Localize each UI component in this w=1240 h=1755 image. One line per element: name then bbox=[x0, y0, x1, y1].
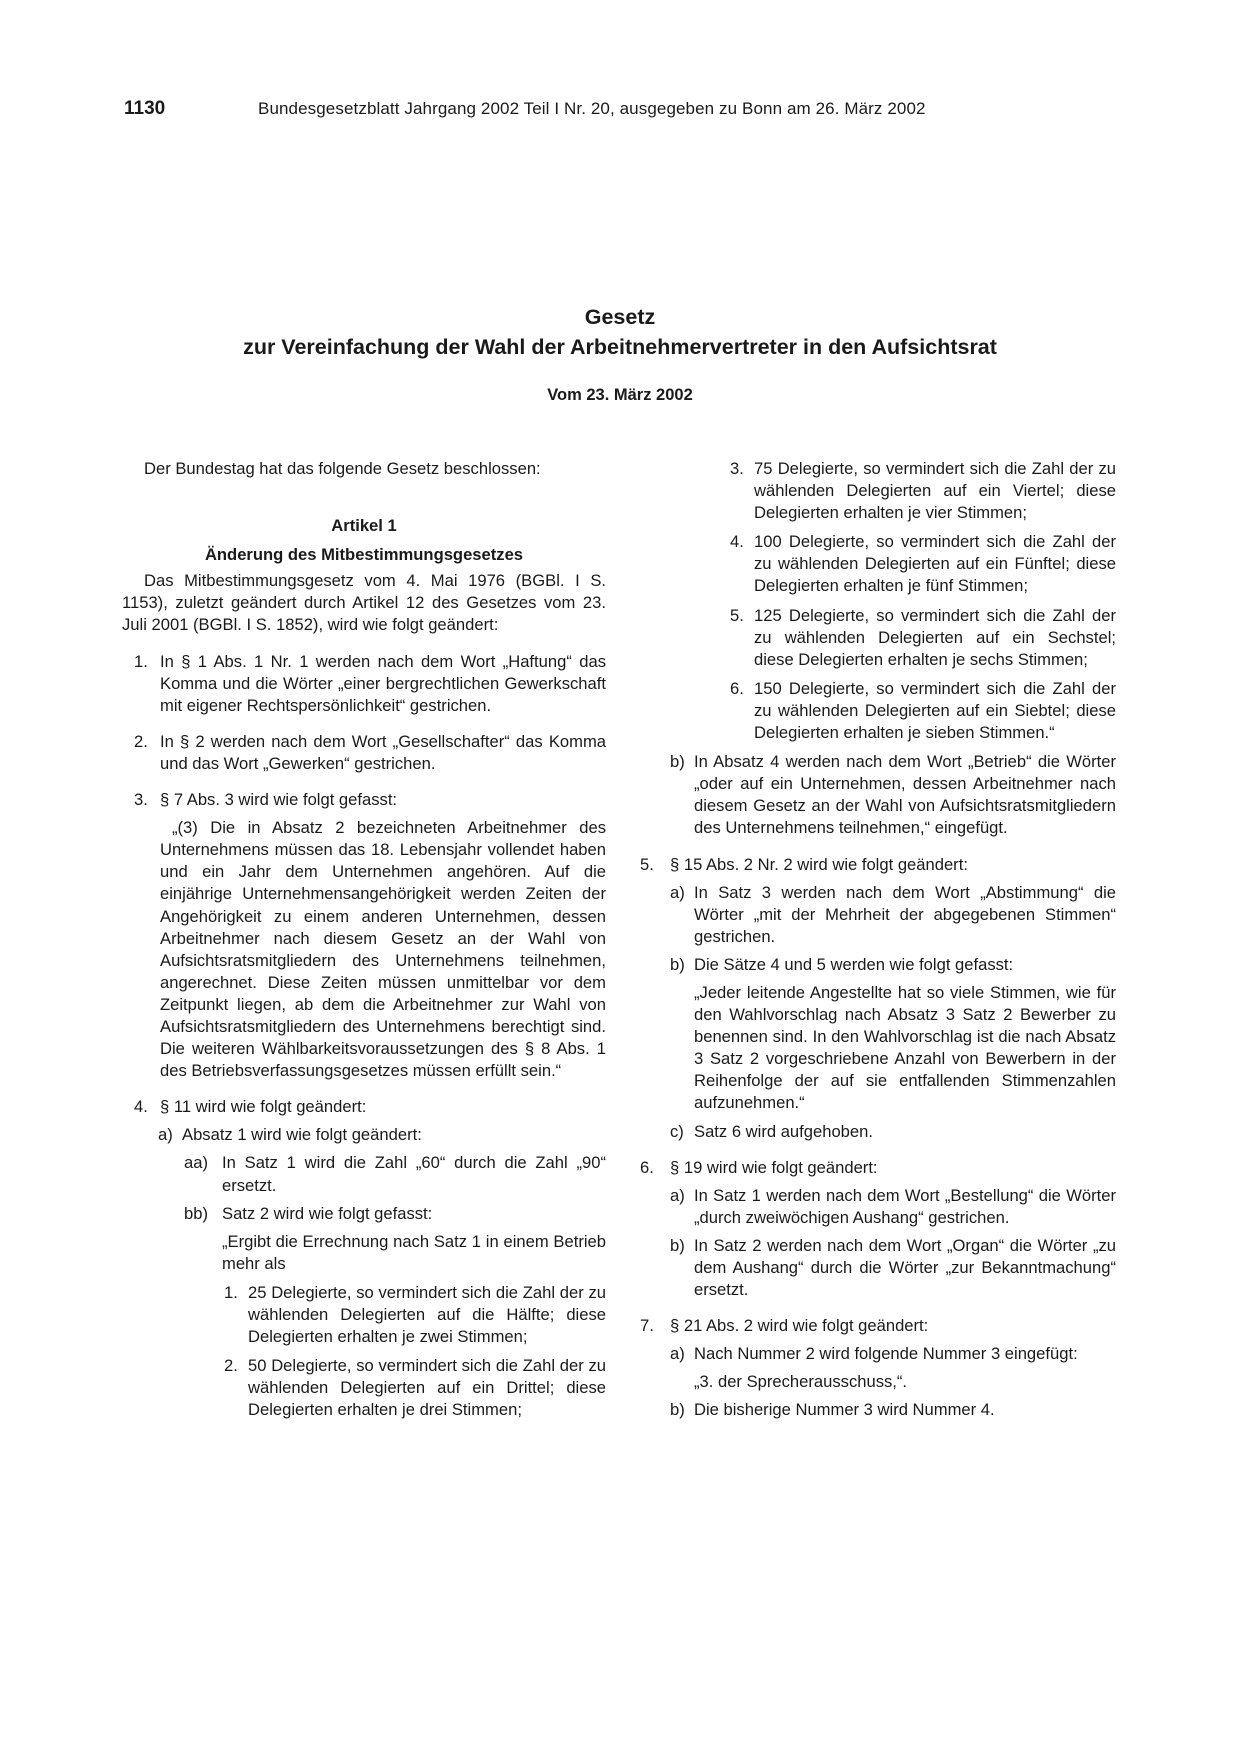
item-number: 3. bbox=[134, 790, 148, 810]
item-text: In Satz 1 wird die Zahl „60“ durch die Zahl „90“ ersetzt. bbox=[222, 1153, 606, 1195]
item-text: 150 Delegierte, so vermindert sich die Zahl der zu wählenden Delegierten auf ein Siebtel; diese Delegierten erhalten je sieben Stimmen.“ bbox=[754, 678, 1116, 743]
enactment-clause: Der Bundestag hat das folgende Gesetz beschlossen: bbox=[144, 459, 541, 478]
item-letter: b) bbox=[670, 1400, 685, 1420]
list-item bbox=[122, 1096, 606, 1118]
item-letter: bb) bbox=[184, 1203, 208, 1223]
left-column bbox=[122, 458, 606, 1421]
item-number: 2. bbox=[224, 1356, 238, 1376]
sub-sub-item bbox=[122, 1152, 606, 1196]
item-text: § 11 wird wie folgt geändert: bbox=[160, 1097, 367, 1117]
item-letter: aa) bbox=[184, 1153, 208, 1173]
article-title: Änderung des Mitbestimmungsgesetzes bbox=[204, 545, 524, 565]
numbered-item bbox=[122, 1355, 606, 1421]
sub-sub-item bbox=[122, 1203, 606, 1225]
law-title-line2: zur Vereinfachung der Wahl der Arbeitnehmervertreter in den Aufsichtsrat bbox=[243, 335, 997, 359]
item-text: 100 Delegierte, so vermindert sich die Zahl der zu wählenden Delegierten auf ein Fünftel; diese Delegierten erhalten je fünf Stimmen; bbox=[754, 532, 1116, 596]
item-text: Nach Nummer 2 wird folgende Nummer 3 eingefügt: bbox=[694, 1344, 1078, 1364]
item-text: Satz 2 wird wie folgt gefasst: bbox=[222, 1203, 433, 1223]
numbered-item bbox=[640, 458, 1116, 524]
item-letter: a) bbox=[158, 1125, 173, 1145]
item-text: 75 Delegierte, so vermindert sich die Zahl der zu wählenden Delegierten auf ein Viertel; diese Delegierten erhalten je vier Stimmen; bbox=[754, 459, 1116, 523]
law-title-line1: Gesetz bbox=[584, 305, 656, 329]
item-text: § 15 Abs. 2 Nr. 2 wird wie folgt geändert: bbox=[670, 854, 968, 874]
sub-item bbox=[640, 1399, 1116, 1421]
item-text: Die bisherige Nummer 3 wird Nummer 4. bbox=[694, 1400, 995, 1420]
list-item bbox=[640, 1315, 1116, 1337]
quoted-text: „Jeder leitende Angestellte hat so viele Stimmen, wie für den Wahlvorschlag nach Absatz 3 Satz 2 Bewerber zu benennen sind. In den Wahlvorschlag ist die nach Absatz 3 Satz 2 vorgeschriebene Anzahl von Bewerbern in der Reihenfolge der auf sie entfallenden Stimmenzahlen aufzunehmen.“ bbox=[694, 982, 1116, 1113]
item-text: In § 1 Abs. 1 Nr. 1 werden nach dem Wort „Haftung“ das Komma und die Wörter „einer bergrechtlichen Gewerkschaft mit eigener Rechtspersönlichkeit“ gestrichen. bbox=[160, 651, 606, 715]
item-letter: a) bbox=[670, 1185, 685, 1205]
item-letter: a) bbox=[670, 1344, 685, 1364]
quoted-text: „3. der Sprecherausschuss,“. bbox=[694, 1372, 908, 1392]
law-date: Vom 23. März 2002 bbox=[547, 386, 693, 404]
numbered-item bbox=[640, 531, 1116, 597]
sub-item bbox=[122, 1124, 606, 1146]
list-item bbox=[122, 651, 606, 717]
numbered-item bbox=[122, 1282, 606, 1348]
list-item bbox=[122, 789, 606, 811]
numbered-item bbox=[640, 678, 1116, 744]
sub-item bbox=[640, 1343, 1116, 1365]
item-number: 7. bbox=[640, 1316, 654, 1336]
item-number: 6. bbox=[640, 1157, 654, 1177]
item-letter: b) bbox=[670, 954, 685, 974]
item-text: In Satz 3 werden nach dem Wort „Abstimmung“ die Wörter „mit der Mehrheit der abgegebenen Stimmen“ gestrichen. bbox=[694, 882, 1116, 946]
list-item bbox=[640, 1157, 1116, 1179]
item-text: In § 2 werden nach dem Wort „Gesellschafter“ das Komma und das Wort „Gewerken“ gestrichen. bbox=[160, 731, 606, 773]
item-number: 1. bbox=[224, 1282, 238, 1302]
law-title bbox=[0, 302, 1240, 362]
sub-item bbox=[640, 1185, 1116, 1229]
list-item bbox=[640, 854, 1116, 876]
item-text: 125 Delegierte, so vermindert sich die Zahl der zu wählenden Delegierten auf ein Sechstel; diese Delegierten erhalten je sechs Stimmen; bbox=[754, 605, 1116, 669]
sub-item bbox=[640, 882, 1116, 948]
item-letter: b) bbox=[670, 1235, 685, 1255]
item-text: § 19 wird wie folgt geändert: bbox=[670, 1157, 878, 1177]
item-letter: b) bbox=[670, 752, 685, 772]
page-header bbox=[124, 98, 1140, 128]
item-number: 4. bbox=[134, 1097, 148, 1117]
item-text: Satz 6 wird aufgehoben. bbox=[694, 1121, 873, 1141]
right-column bbox=[640, 458, 1116, 1422]
article-heading: Artikel 1 bbox=[331, 516, 397, 536]
item-text: 25 Delegierte, so vermindert sich die Zahl der zu wählenden Delegierten auf die Hälfte; diese Delegierten erhalten je zwei Stimmen; bbox=[248, 1282, 606, 1347]
item-text: Die Sätze 4 und 5 werden wie folgt gefasst: bbox=[694, 954, 1014, 974]
item-text: 50 Delegierte, so vermindert sich die Zahl der zu wählenden Delegierten auf ein Drittel; diese Delegierten erhalten je drei Stimmen; bbox=[248, 1356, 606, 1420]
quoted-text: „(3) Die in Absatz 2 bezeichneten Arbeitnehmer des Unternehmens müssen das 18. Lebensjahr vollendet haben und ein Jahr dem Unternehmen angehören. Auf die einjährige Unternehmensangehörigkeit werden Zeiten der Angehörigkeit zu einem anderen Unternehmen, dessen Arbeitnehmer nach diesem Gesetz an der Wahl von Aufsichtsratsmitgliedern des Unternehmens teilnehmen, angerechnet. Diese Zeiten müssen unmittelbar vor dem Zeitpunkt liegen, ab dem die Arbeitnehmer zur Wahl von Aufsichtsratsmitgliedern des Unternehmens berechtigt sind. Die weiteren Wählbarkeitsvoraussetzungen des § 8 Abs. 1 des Betriebsverfassungsgesetzes müssen erfüllt sein.“ bbox=[160, 818, 606, 1081]
numbered-item bbox=[640, 605, 1116, 671]
item-text: In Absatz 4 werden nach dem Wort „Betrieb“ die Wörter „oder auf ein Unternehmen, dessen Arbeitnehmer nach diesem Gesetz an der Wahl von Aufsichtsratsmitgliedern des Unternehmens teilnehmen,“ eingefügt. bbox=[694, 752, 1116, 838]
item-number: 3. bbox=[730, 459, 744, 478]
item-number: 5. bbox=[640, 854, 654, 874]
item-text: In Satz 1 werden nach dem Wort „Bestellung“ die Wörter „durch zweiwöchigen Aushang“ gestrichen. bbox=[694, 1185, 1116, 1227]
item-text: Absatz 1 wird wie folgt geändert: bbox=[182, 1125, 422, 1145]
item-letter: c) bbox=[670, 1121, 684, 1141]
sub-item bbox=[640, 751, 1116, 839]
item-number: 5. bbox=[730, 605, 744, 625]
item-letter: a) bbox=[670, 882, 685, 902]
item-text: § 7 Abs. 3 wird wie folgt gefasst: bbox=[160, 790, 398, 810]
item-number: 4. bbox=[730, 532, 744, 552]
item-text: § 21 Abs. 2 wird wie folgt geändert: bbox=[670, 1316, 929, 1336]
sub-item bbox=[640, 1121, 1116, 1143]
item-number: 6. bbox=[730, 678, 744, 698]
gazette-title: Bundesgesetzblatt Jahrgang 2002 Teil I Nr. 20, ausgegeben zu Bonn am 26. März 2002 bbox=[258, 99, 926, 118]
sub-item bbox=[640, 1235, 1116, 1301]
article-lead: Das Mitbestimmungsgesetz vom 4. Mai 1976 (BGBl. I S. 1153), zuletzt geändert durch Artikel 12 des Gesetzes vom 23. Juli 2001 (BGBl. I S. 1852), wird wie folgt geändert: bbox=[122, 571, 606, 635]
page-number: 1130 bbox=[124, 98, 166, 119]
item-number: 2. bbox=[134, 731, 148, 751]
quoted-text: „Ergibt die Errechnung nach Satz 1 in einem Betrieb mehr als bbox=[222, 1231, 606, 1273]
list-item bbox=[122, 731, 606, 775]
sub-item bbox=[640, 954, 1116, 976]
item-text: In Satz 2 werden nach dem Wort „Organ“ die Wörter „zu dem Aushang“ durch die Wörter „zur Bekanntmachung“ ersetzt. bbox=[694, 1235, 1116, 1300]
item-number: 1. bbox=[134, 651, 148, 671]
